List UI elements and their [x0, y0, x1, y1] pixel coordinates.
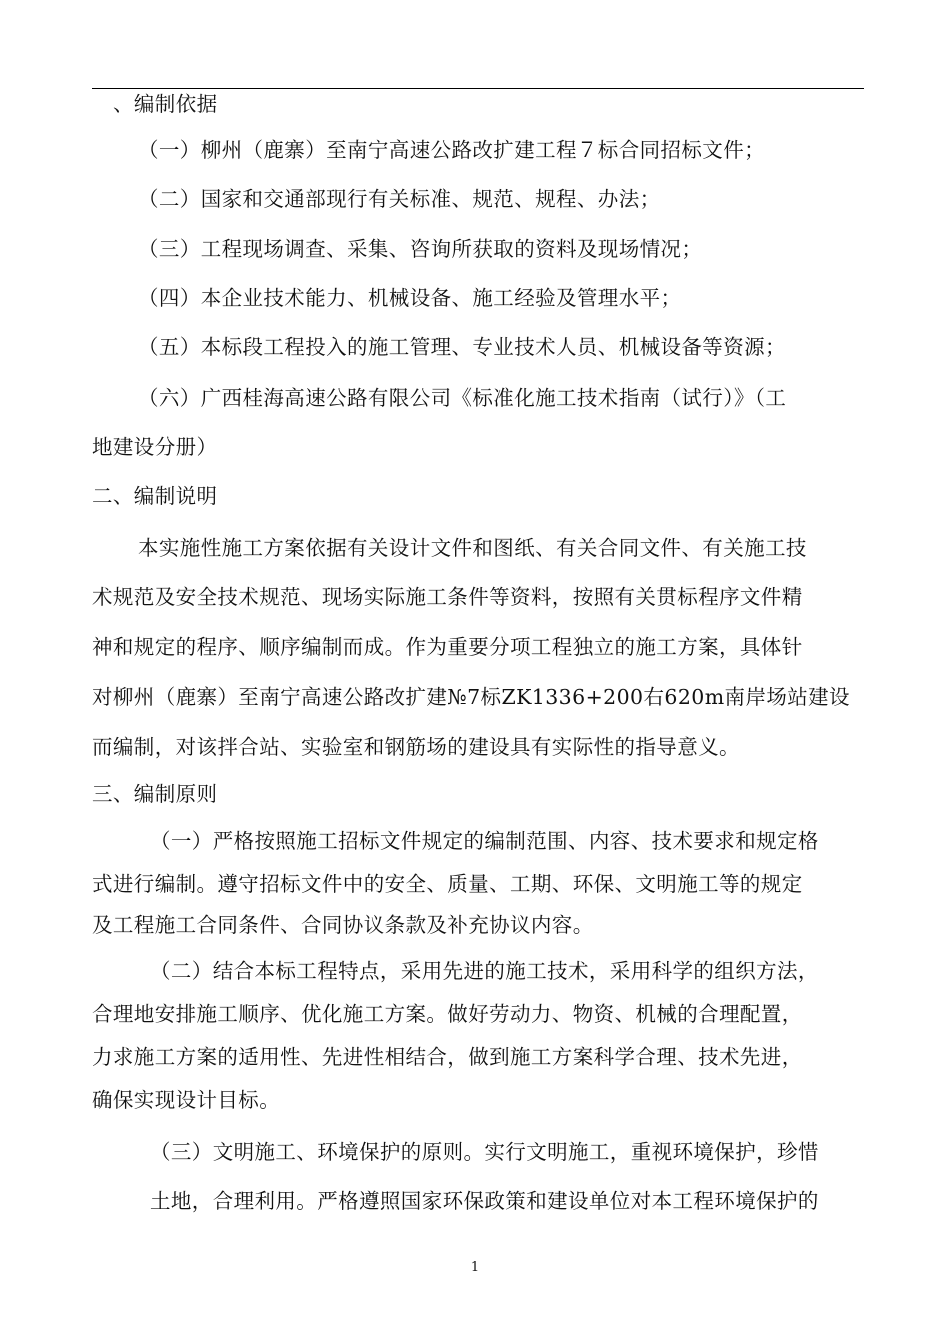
basis-item-6-line-2: 地建设分册）	[92, 435, 218, 459]
explanation-line-3: 神和规定的程序、顺序编制而成。作为重要分项工程独立的施工方案，具体针	[92, 635, 803, 659]
principle-1-line-3: 及工程施工合同条件、合同协议条款及补充协议内容。	[92, 913, 594, 937]
explanation-line-1: 本实施性施工方案依据有关设计文件和图纸、有关合同文件、有关施工技	[138, 536, 807, 560]
principle-1-line-1: （一）严格按照施工招标文件规定的编制范围、内容、技术要求和规定格	[150, 829, 819, 853]
principle-3-line-1: （三）文明施工、环境保护的原则。实行文明施工，重视环境保护，珍惜	[150, 1140, 819, 1164]
page-number: 1	[470, 1260, 480, 1275]
section-2-heading: 二、编制说明	[92, 484, 218, 508]
explanation-line-2: 术规范及安全技术规范、现场实际施工条件等资料，按照有关贯标程序文件精	[92, 585, 803, 609]
principle-2-line-2: 合理地安排施工顺序、优化施工方案。做好劳动力、物资、机械的合理配置，	[92, 1002, 803, 1026]
principle-1-line-2: 式进行编制。遵守招标文件中的安全、质量、工期、环保、文明施工等的规定	[92, 872, 803, 896]
basis-item-4: （四）本企业技术能力、机械设备、施工经验及管理水平；	[138, 286, 682, 310]
basis-item-3: （三）工程现场调查、采集、咨询所获取的资料及现场情况；	[138, 237, 703, 261]
basis-item-2: （二）国家和交通部现行有关标准、规范、规程、办法；	[138, 187, 661, 211]
header-rule	[92, 88, 864, 89]
principle-3-line-2: 土地，合理利用。严格遵照国家环保政策和建设单位对本工程环境保护的	[150, 1189, 819, 1213]
principle-2-line-3: 力求施工方案的适用性、先进性相结合，做到施工方案科学合理、技术先进，	[92, 1045, 803, 1069]
explanation-line-5: 而编制，对该拌合站、实验室和钢筋场的建设具有实际性的指导意义。	[92, 735, 740, 759]
section-3-heading: 三、编制原则	[92, 782, 218, 806]
basis-item-5: （五）本标段工程投入的施工管理、专业技术人员、机械设备等资源；	[138, 335, 786, 359]
principle-2-line-1: （二）结合本标工程特点，采用先进的施工技术，采用科学的组织方法，	[150, 959, 819, 983]
principle-2-line-4: 确保实现设计目标。	[92, 1088, 281, 1112]
basis-item-6-line-1: （六）广西桂海高速公路有限公司《标准化施工技术指南（试行）》（工	[138, 386, 787, 410]
explanation-line-4: 对柳州（鹿寨）至南宁高速公路改扩建№7标ZK1336+200右620m南岸场站建设	[92, 685, 850, 709]
section-1-heading: 、编制依据	[113, 92, 218, 116]
basis-item-1: （一）柳州（鹿寨）至南宁高速公路改扩建工程７标合同招标文件；	[138, 138, 765, 162]
